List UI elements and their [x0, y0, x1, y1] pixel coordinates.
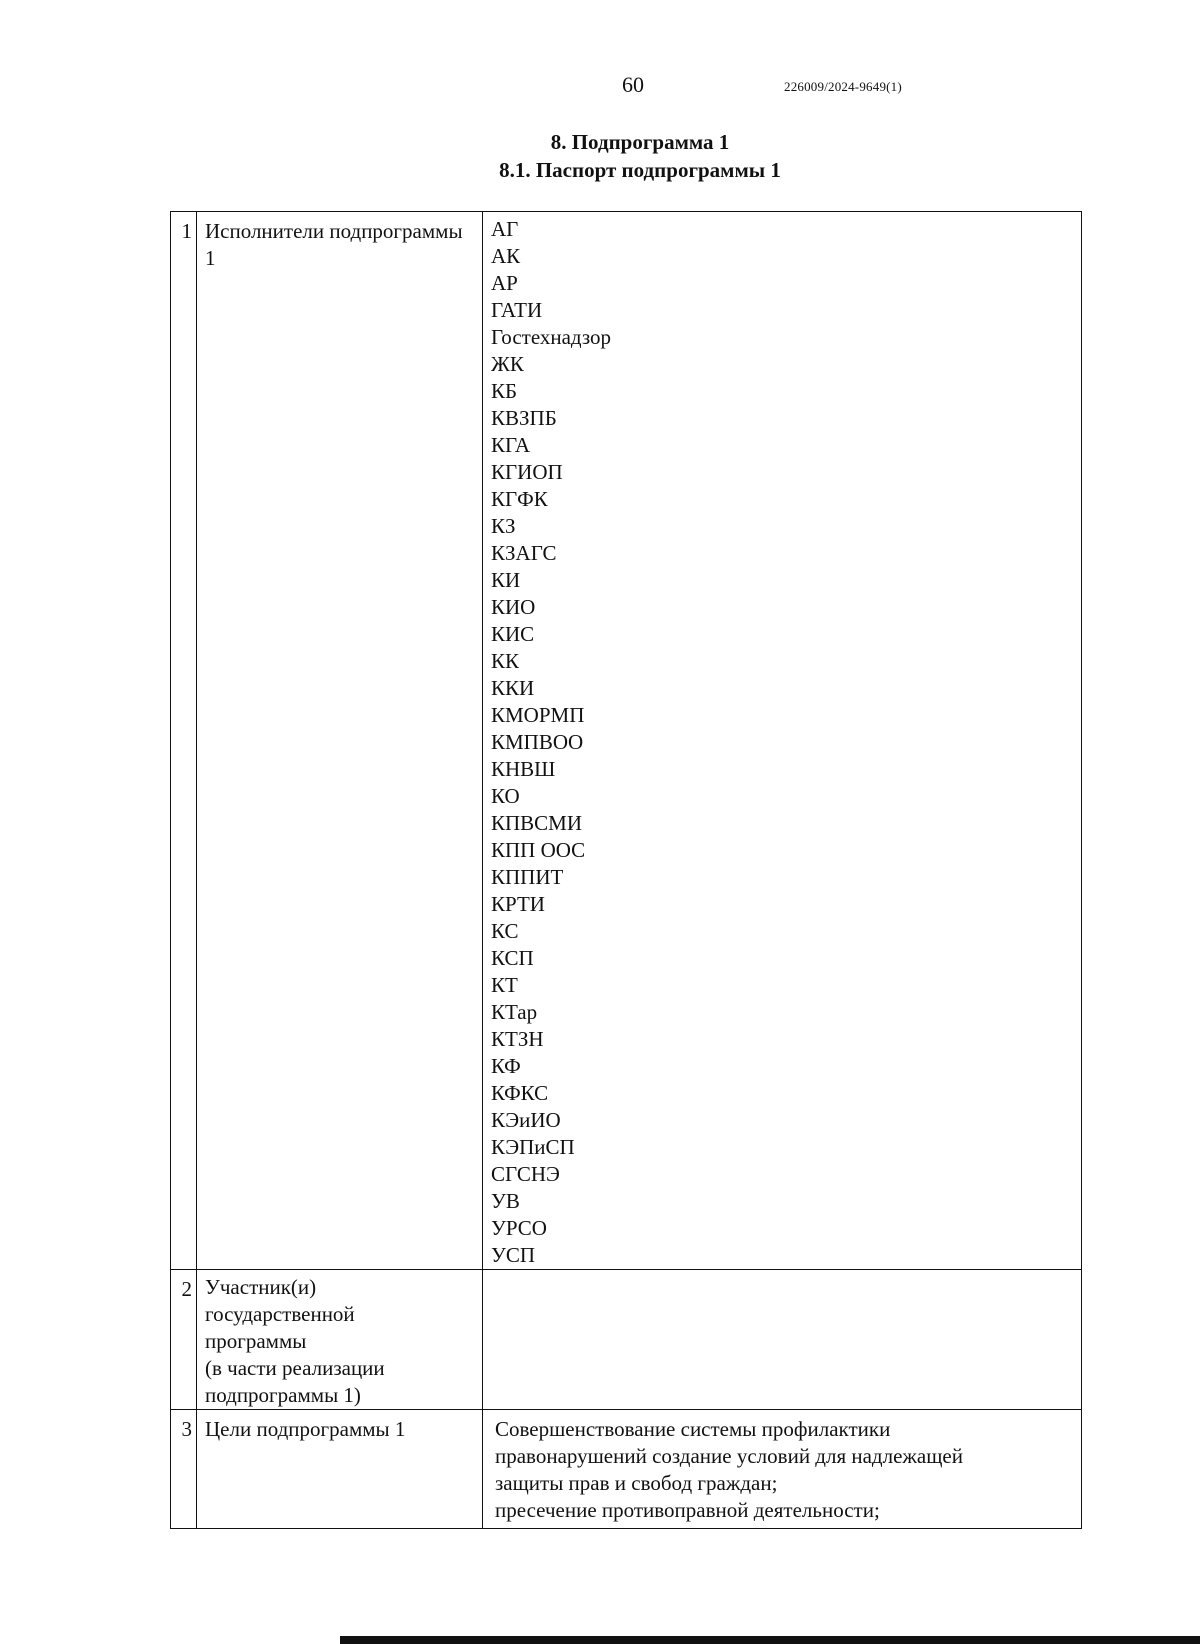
goal-line: Совершенствование системы профилактики — [495, 1417, 891, 1441]
executor-item: КЗАГС — [491, 541, 557, 565]
passport-table — [170, 211, 1082, 1529]
goal-line: защиты прав и свобод граждан; — [495, 1471, 778, 1495]
section-title: 8. Подпрограмма 1 — [550, 130, 730, 154]
executor-item: КГИОП — [491, 460, 563, 484]
name-line: программы — [205, 1329, 307, 1353]
executor-item: КРТИ — [491, 892, 545, 916]
row-number: 2 — [171, 1270, 197, 1410]
executor-item: АР — [491, 271, 518, 295]
executor-item: КС — [491, 919, 519, 943]
name-line: подпрограммы 1) — [205, 1383, 361, 1407]
executors-list — [491, 216, 1073, 1269]
executor-item: УСП — [491, 1243, 536, 1267]
executor-item: АК — [491, 244, 521, 268]
executor-item: КППИТ — [491, 865, 564, 889]
scan-edge-bar — [340, 1636, 1200, 1644]
executor-item: ГАТИ — [491, 298, 543, 322]
row-number: 1 — [171, 212, 197, 1270]
row-value — [483, 212, 1082, 1270]
executor-item: КМПВОО — [491, 730, 584, 754]
row-value — [483, 1270, 1082, 1410]
executor-item: КЗ — [491, 514, 516, 538]
row-name — [197, 1270, 483, 1410]
table-row — [171, 1270, 1082, 1410]
executor-item: КЭиИО — [491, 1108, 561, 1132]
executor-item: КИ — [491, 568, 521, 592]
document-code: 226009/2024-9649(1) — [784, 79, 902, 94]
executor-item: КИС — [491, 622, 535, 646]
executor-item: КТар — [491, 1000, 538, 1024]
row-number: 3 — [171, 1410, 197, 1529]
page-number: 60 — [622, 72, 644, 97]
name-line: государственной — [205, 1302, 355, 1326]
table-row — [171, 212, 1082, 1270]
executor-item: КСП — [491, 946, 534, 970]
row-value — [483, 1410, 1082, 1529]
row-name: Цели подпрограммы 1 — [197, 1410, 483, 1529]
executor-item: КФ — [491, 1054, 521, 1078]
executor-item: КГФК — [491, 487, 548, 511]
executor-item: Гостехнадзор — [491, 325, 612, 349]
executor-item: КВЗПБ — [491, 406, 557, 430]
table-row — [171, 1410, 1082, 1529]
executor-item: КФКС — [491, 1081, 549, 1105]
executor-item: КТ — [491, 973, 518, 997]
executor-item: КГА — [491, 433, 531, 457]
executor-item: АГ — [491, 217, 519, 241]
executor-item: КТЗН — [491, 1027, 544, 1051]
executor-item: ЖК — [491, 352, 524, 376]
executor-item: УВ — [491, 1189, 520, 1213]
goal-line: правонарушений создание условий для надлежащей — [495, 1444, 963, 1468]
executor-item: КПП ООС — [491, 838, 586, 862]
executor-item: КК — [491, 649, 520, 673]
name-line: Участник(и) — [205, 1275, 317, 1299]
goal-line: пресечение противоправной деятельности; — [495, 1498, 880, 1522]
executor-item: КПВСМИ — [491, 811, 583, 835]
executor-item: КБ — [491, 379, 518, 403]
executor-item: УРСО — [491, 1216, 547, 1240]
section-titles — [0, 128, 1200, 184]
subsection-title: 8.1. Паспорт подпрограммы 1 — [499, 158, 781, 182]
executor-item: КМОРМП — [491, 703, 585, 727]
row-name: Исполнители подпрограммы 1 — [197, 212, 483, 1270]
executor-item: КО — [491, 784, 520, 808]
executor-item: СГСНЭ — [491, 1162, 560, 1186]
executor-item: КНВШ — [491, 757, 556, 781]
executor-item: КЭПиСП — [491, 1135, 575, 1159]
name-line: (в части реализации — [205, 1356, 385, 1380]
executor-item: КИО — [491, 595, 536, 619]
executor-item: ККИ — [491, 676, 535, 700]
